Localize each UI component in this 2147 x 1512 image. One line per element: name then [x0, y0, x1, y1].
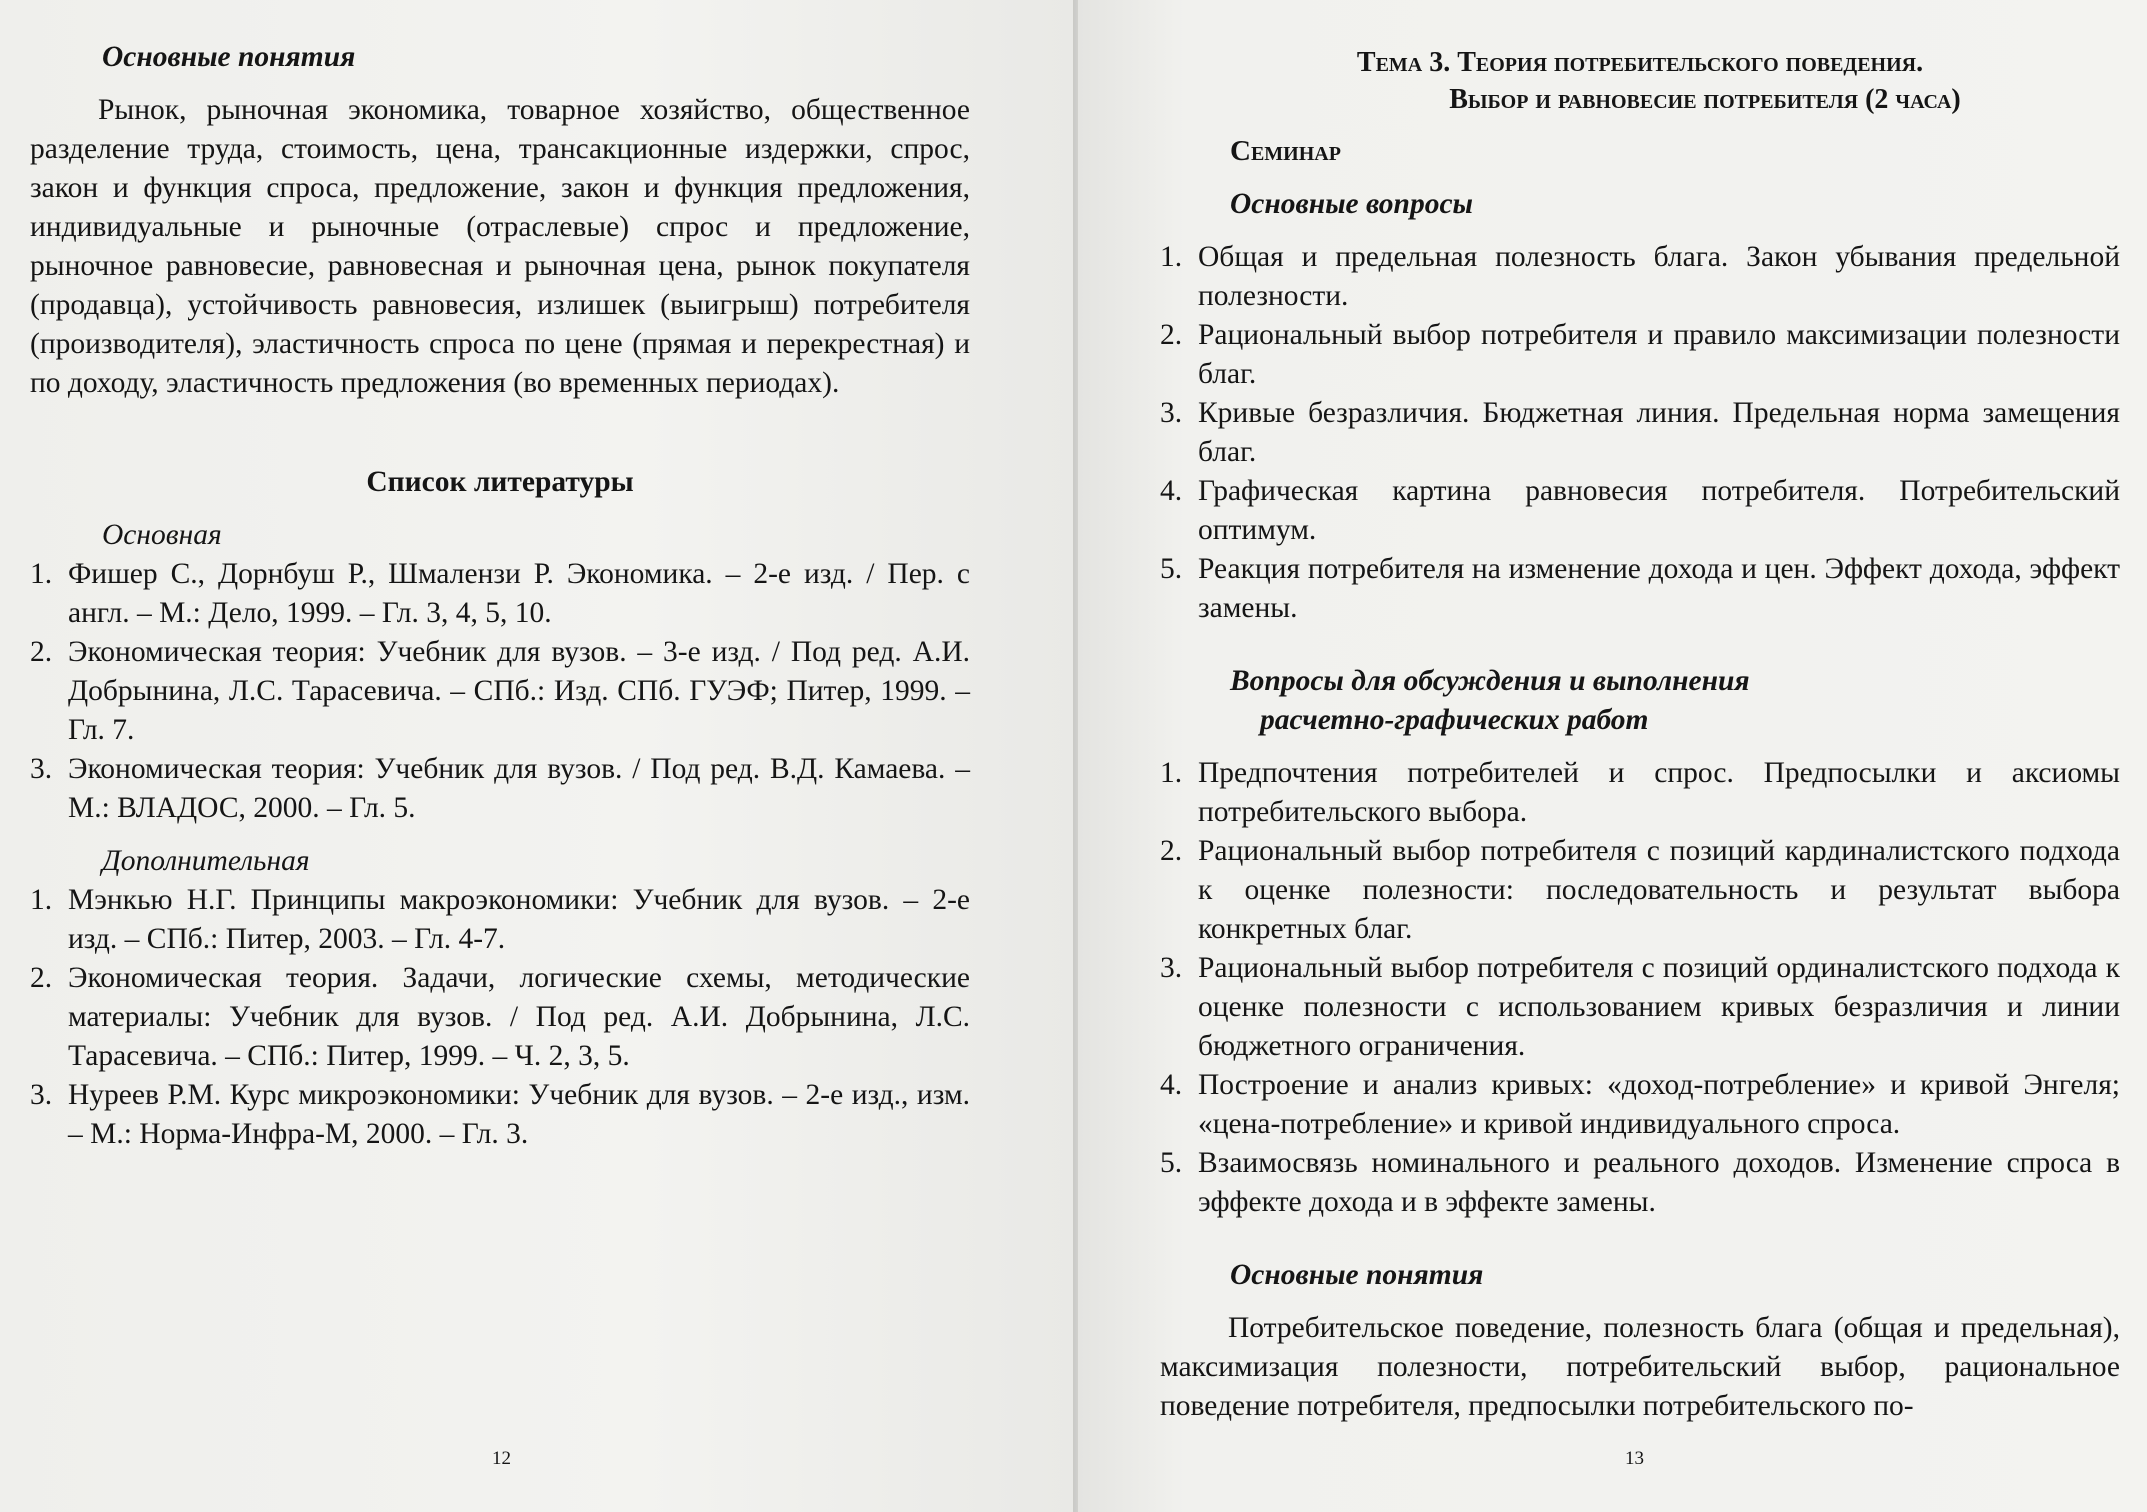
- literature-heading: Список литературы: [366, 466, 634, 498]
- discussion-heading-1: Вопросы для обсуждения и выполнения: [1230, 665, 1750, 697]
- list-item: 4. Построение и анализ кривых: «доход-потребление» и кривой Энгеля; «цена-потребление» и кривой индивидуального спроса.: [1160, 1069, 2120, 1140]
- list-item: 3. Нуреев Р.М. Курс микроэкономики: Учебник для вузов. – 2-е изд., изм. – М.: Норма-Инфра-М, 2000. – Гл. 3.: [30, 1079, 970, 1150]
- left-page: [0, 0, 1073, 1512]
- topic-title-line1: Тема 3. Теория потребительского поведения.: [1356, 47, 1924, 78]
- list-item: 5. Реакция потребителя на изменение дохода и цен. Эффект дохода, эффект замены.: [1160, 553, 2120, 624]
- list-item: 2. Рациональный выбор потребителя и правило максимизации полезности благ.: [1160, 319, 2120, 390]
- concepts-heading: Основные понятия: [102, 41, 356, 73]
- extra-literature-list: [30, 881, 970, 1154]
- list-item: 2. Экономическая теория: Учебник для вузов. – 3-е изд. / Под ред. А.И. Добрынина, Л.С. Тарасевича. – СПб.: Изд. СПб. ГУЭФ; Питер, 1999. – Гл. 7.: [30, 636, 970, 746]
- list-item: 1. Фишер С., Дорнбуш Р., Шмалензи Р. Экономика. – 2-е изд. / Пер. с англ. – М.: Дело, 1999. – Гл. 3, 4, 5, 10.: [30, 558, 970, 629]
- list-item: 5. Взаимосвязь номинального и реального доходов. Изменение спроса в эффекте дохода и в эффекте замены.: [1160, 1147, 2120, 1218]
- list-item: 1. Предпочтения потребителей и спрос. Предпосылки и аксиомы потребительского выбора.: [1160, 757, 2120, 828]
- main-literature-label: Основная: [102, 519, 222, 551]
- topic-title-line2: Выбор и равновесие потребителя (2 часа): [1449, 84, 1961, 115]
- discussion-heading-2: расчетно-графических работ: [1260, 704, 1649, 736]
- list-item: 2. Экономическая теория. Задачи, логические схемы, методические материалы: Учебник для вузов. / Под ред. А.И. Добрынина, Л.С. Тарасевича. – СПб.: Питер, 1999. – Ч. 2, 3, 5.: [30, 962, 970, 1072]
- seminar-heading: Семинар: [1230, 135, 1341, 167]
- concepts-paragraph-right: Потребительское поведение, полезность блага (общая и предельная), максимизация полезности, потребительский выбор, рациональное поведение потребителя, предпосылки потребительского по-: [1160, 1312, 2120, 1422]
- list-item: 1. Общая и предельная полезность блага. Закон убывания предельной полезности.: [1160, 241, 2120, 312]
- concepts-heading-right: Основные понятия: [1230, 1259, 1484, 1291]
- concepts-paragraph: Рынок, рыночная экономика, товарное хозяйство, общественное разделение труда, стоимость, цена, трансакционные издержки, спрос, закон и функция спроса, предложение, закон и функция предложения, индивидуальные и рыночные (отраслевые) спрос и предложение, рыночное равновесие, равновесная и рыночная цена, рынок покупателя (продавца), устойчивость равновесия, излишек (выигрыш) потребителя (производителя), эластичность спроса по цене (прямая и перекрестная) и по доходу, эластичность предложения (во временных периодах).: [30, 94, 970, 399]
- right-page: [1078, 0, 2147, 1512]
- questions-list: [1160, 238, 2120, 628]
- list-item: 3. Рациональный выбор потребителя с позиций ординалистского подхода к оценке полезности с использованием кривых безразличия и линии бюджетного ограничения.: [1160, 952, 2120, 1062]
- discussion-list: [1160, 754, 2120, 1222]
- list-item: 2. Рациональный выбор потребителя с позиций кардиналистского подхода к оценке полезности: последовательность и результат выбора конкретных благ.: [1160, 835, 2120, 945]
- list-item: 4. Графическая картина равновесия потребителя. Потребительский оптимум.: [1160, 475, 2120, 546]
- page-number-right: 13: [1625, 1448, 1644, 1469]
- list-item: 3. Экономическая теория: Учебник для вузов. / Под ред. В.Д. Камаева. – М.: ВЛАДОС, 2000. – Гл. 5.: [30, 753, 970, 824]
- list-item: 3. Кривые безразличия. Бюджетная линия. Предельная норма замещения благ.: [1160, 397, 2120, 468]
- extra-literature-label: Дополнительная: [102, 845, 310, 877]
- page-number-left: 12: [492, 1448, 511, 1469]
- main-literature-list: [30, 555, 970, 828]
- right-column: [1160, 44, 2120, 1426]
- left-column: [30, 38, 970, 1154]
- list-item: 1. Мэнкью Н.Г. Принципы макроэкономики: Учебник для вузов. – 2-е изд. – СПб.: Питер, 2003. – Гл. 4-7.: [30, 884, 970, 955]
- questions-heading: Основные вопросы: [1230, 188, 1474, 220]
